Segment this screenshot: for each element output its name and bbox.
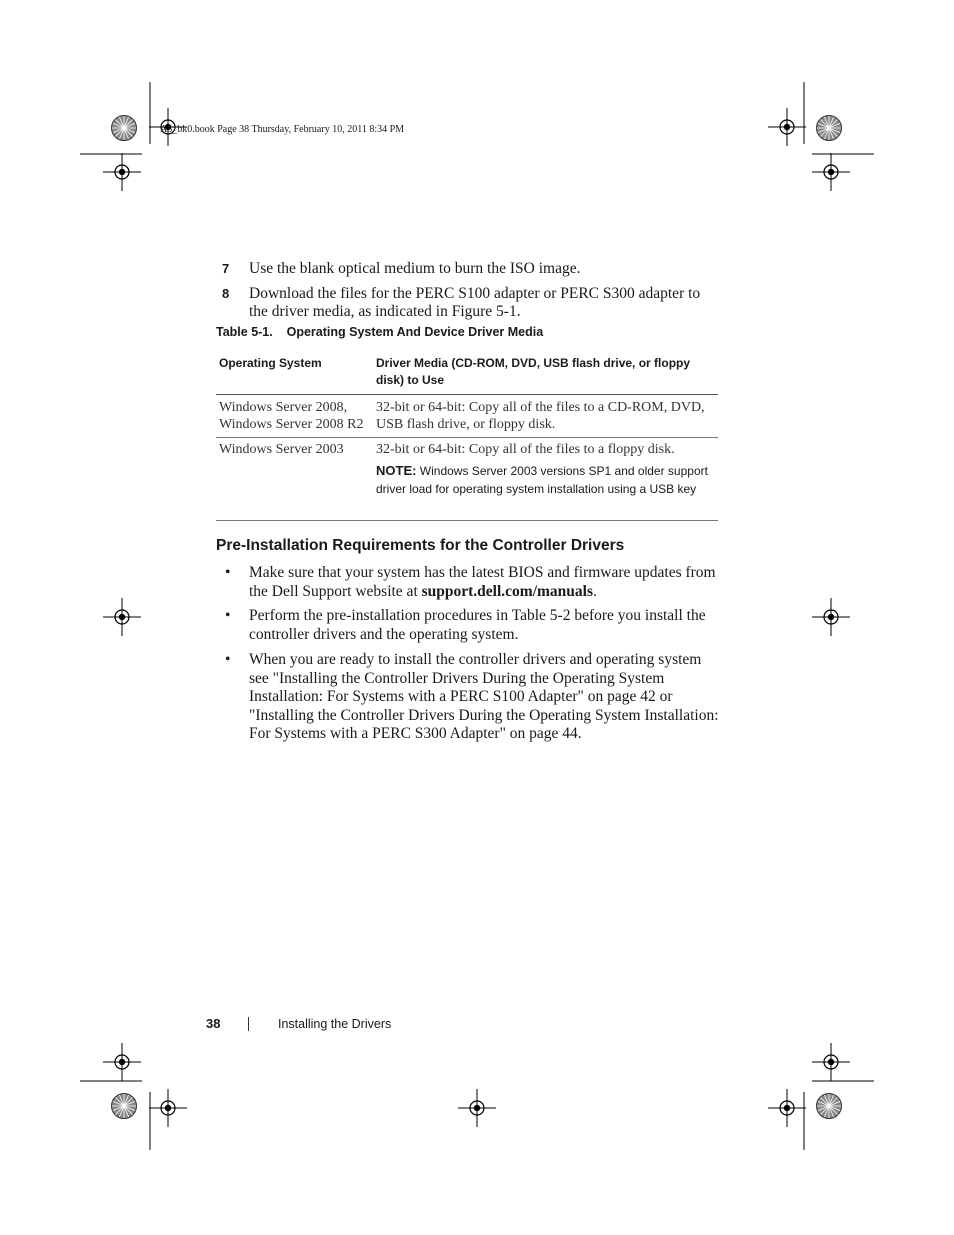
media-cell: [376, 441, 716, 498]
registration-crosshair-icon: [768, 1089, 806, 1127]
registration-crosshair-icon: [812, 153, 850, 191]
registration-crosshair-icon: [812, 1043, 850, 1081]
media-text: 32-bit or 64-bit: Copy all of the files to a floppy disk.: [376, 442, 675, 457]
support-link[interactable]: support.dell.com/manuals: [421, 582, 594, 600]
step-text: Download the files for the PERC S100 adapter or PERC S300 adapter to the driver media, as indicated in Figure 5-1.: [249, 285, 701, 320]
media-cell: 32-bit or 64-bit: Copy all of the files to a CD-ROM, DVD, USB flash drive, or floppy disk.: [376, 400, 705, 432]
os-line: Windows Server 2008,: [219, 400, 348, 415]
registration-crosshair-icon: [103, 153, 141, 191]
registration-star-icon: [112, 116, 137, 141]
registration-crosshair-icon: [103, 598, 141, 636]
print-header: A5_bk0.book Page 38 Thursday, February 10, 2011 8:34 PM: [160, 124, 405, 135]
step-number: 7: [222, 261, 230, 276]
registration-crosshair-icon: [103, 1043, 141, 1081]
bullet-text-part: .: [593, 582, 597, 600]
registration-star-icon: [817, 116, 842, 141]
bullet-text: Perform the pre-installation procedures in Table 5-2 before you install the controller drivers and the operating system.: [249, 607, 706, 643]
os-line: Windows Server 2008 R2: [219, 417, 364, 432]
header-driver-media: Driver Media (CD-ROM, DVD, USB flash drive, or floppy disk) to Use: [376, 356, 691, 387]
bullet-text: [249, 564, 719, 601]
registration-crosshair-icon: [149, 1089, 187, 1127]
bullet-glyph: •: [225, 651, 231, 668]
table-header-row: [216, 349, 718, 395]
bullet-glyph: •: [225, 607, 231, 624]
page-number: 38: [206, 1016, 221, 1031]
section-heading: Pre-Installation Requirements for the Controller Drivers: [216, 537, 625, 554]
note-label: NOTE:: [376, 463, 417, 478]
note-block: [376, 462, 716, 498]
registration-star-icon: [817, 1094, 842, 1119]
os-cell: Windows Server 2003: [219, 442, 344, 457]
bullet-glyph: •: [225, 564, 231, 581]
registration-crosshair-icon: [458, 1089, 496, 1127]
step-text: Use the blank optical medium to burn the ISO image.: [249, 260, 581, 277]
step-number: 8: [222, 286, 230, 301]
table-row: [216, 438, 718, 521]
bullet-text: When you are ready to install the controller drivers and operating system see "Installing the Controller Drivers During the Operating System Installation: For Systems with a PERC S100 Adapter" on page 42 or "Installing the Controller Drivers During the Operating System Installation: For Systems with a PERC S300 Adapter" on page 44.: [249, 651, 719, 743]
table-row: [216, 395, 718, 438]
bullet-text-part: Make sure that your system has the latest BIOS and firmware updates from the Dell Support website at: [249, 564, 716, 600]
registration-crosshair-icon: [768, 108, 806, 146]
os-cell: [219, 399, 369, 433]
registration-crosshair-icon: [812, 598, 850, 636]
header-operating-system: Operating System: [219, 356, 322, 370]
driver-media-table: [216, 349, 718, 521]
footer-title: Installing the Drivers: [278, 1017, 392, 1031]
note-text: Windows Server 2003 versions SP1 and older support driver load for operating system installation using a USB key: [376, 464, 708, 496]
table-caption: Table 5-1. Operating System And Device Driver Media: [216, 325, 544, 339]
footer-divider: [248, 1017, 249, 1031]
registration-star-icon: [112, 1094, 137, 1119]
